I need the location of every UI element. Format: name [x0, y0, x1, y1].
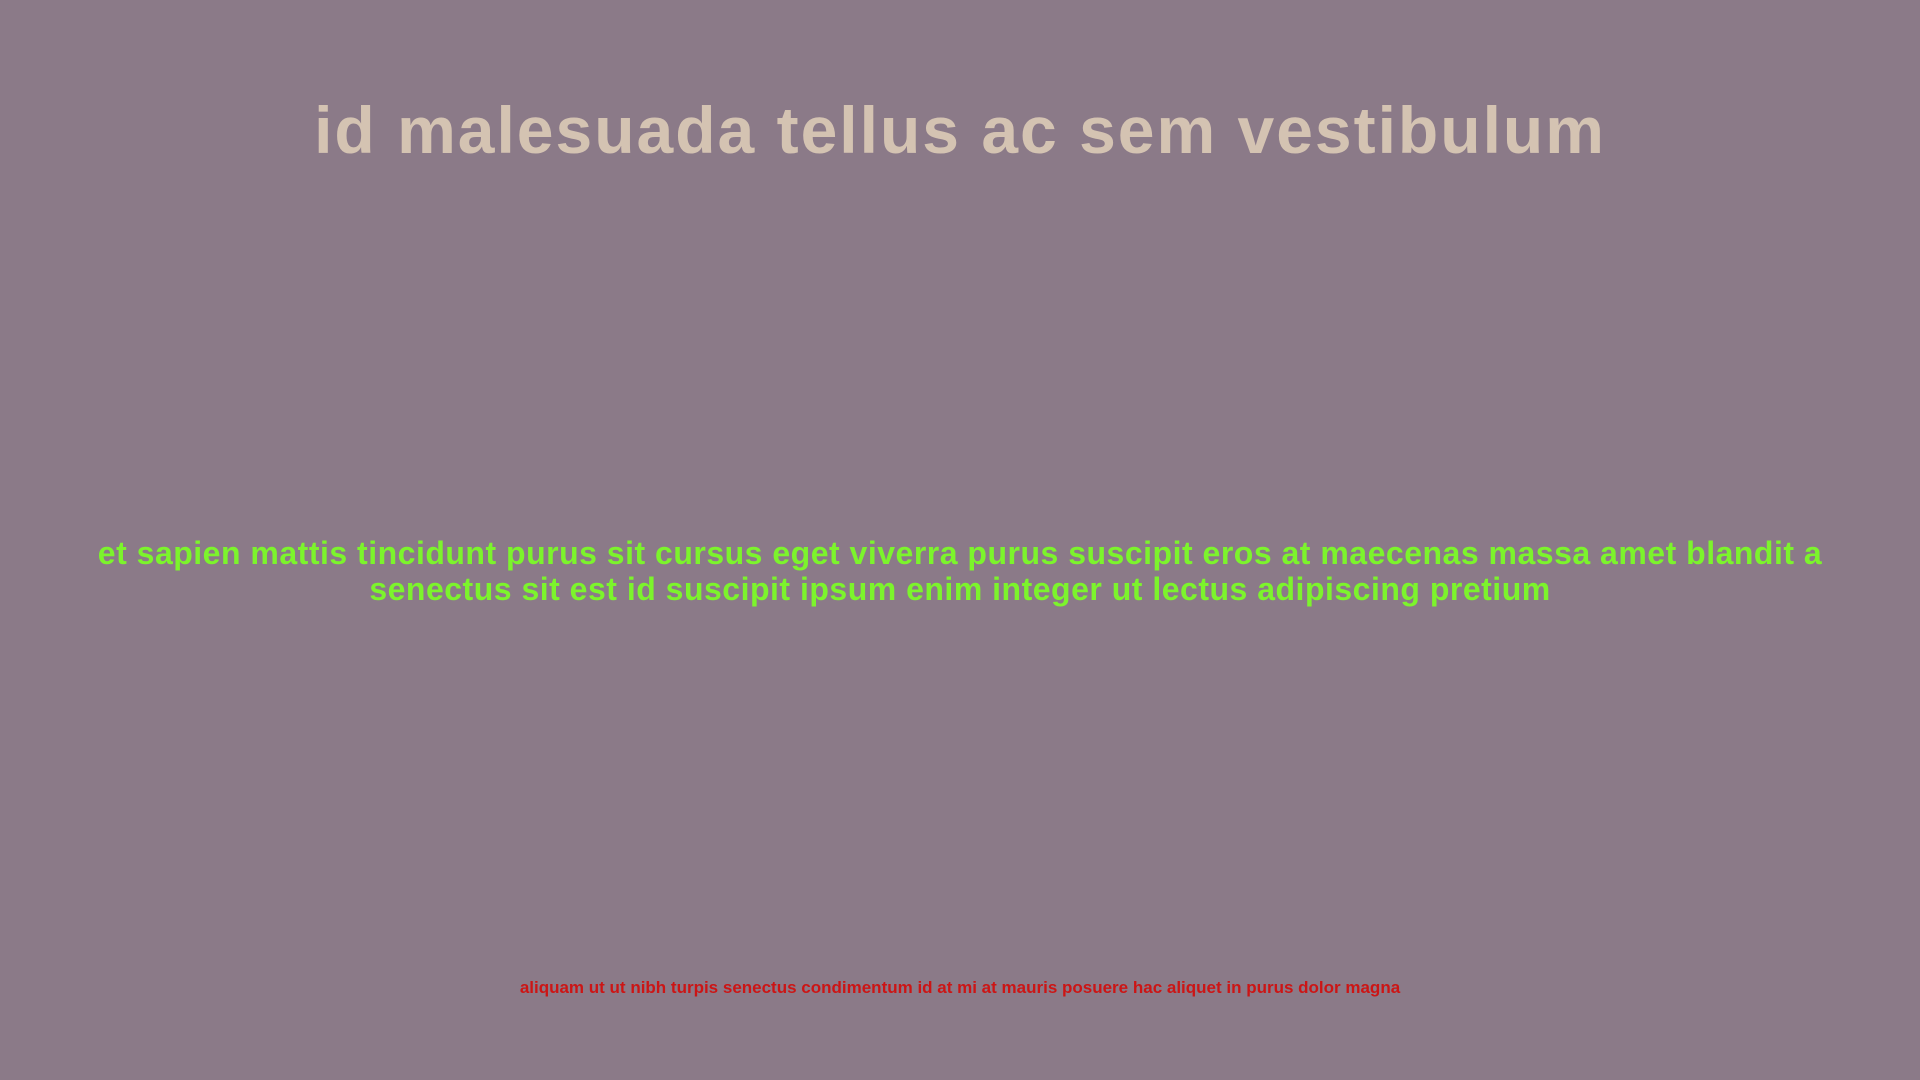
slide-footer-text: aliquam ut ut nibh turpis senectus condimentum id at mi at mauris posuere hac aliquet in purus dolor magna — [519, 978, 1401, 997]
slide-body-text: et sapien mattis tincidunt purus sit cursus eget viverra purus suscipit eros at maecenas massa amet blandit a senectus sit est id suscipit ipsum enim integer ut lectus adipiscing pretium — [97, 535, 1823, 607]
slide-title: id malesuada tellus ac sem vestibulum — [314, 93, 1606, 167]
